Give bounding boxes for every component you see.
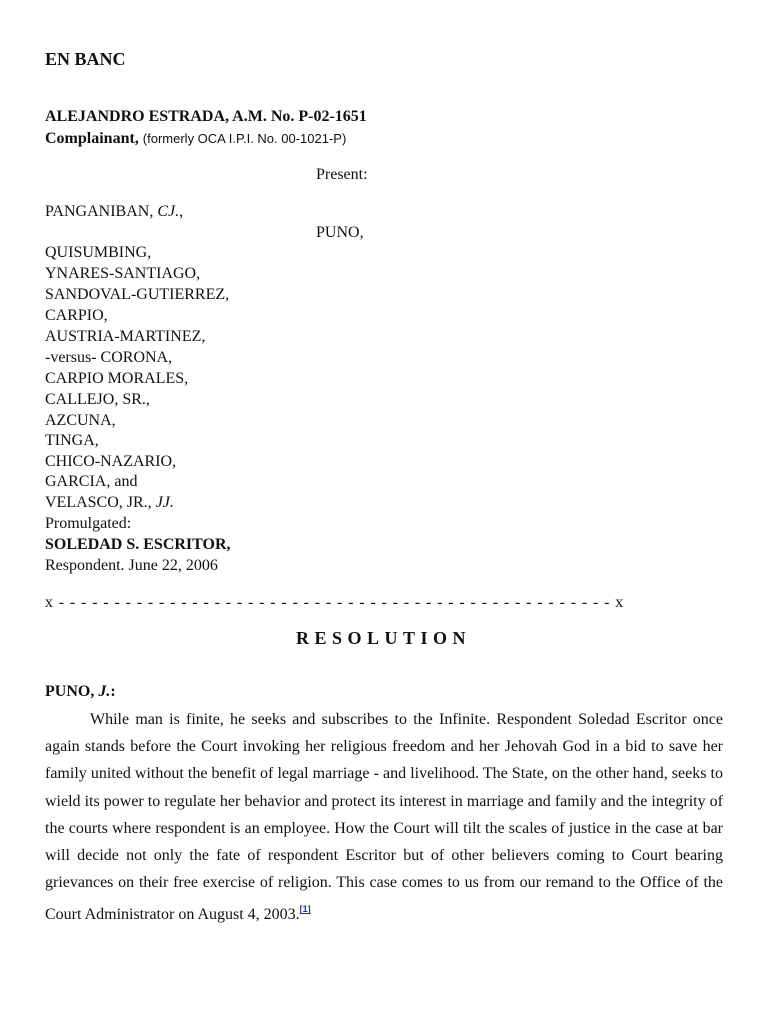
respondent-line: Respondent. June 22, 2006 — [45, 557, 218, 574]
body-paragraph — [45, 706, 723, 929]
justice-last-name: VELASCO, JR., — [45, 494, 152, 511]
justice-item-versus: -versus- CORONA, — [45, 349, 173, 366]
justice-item: CHICO-NAZARIO, — [45, 453, 177, 470]
justice-item: AZCUNA, — [45, 412, 116, 429]
justice-item: CALLEJO, SR., — [45, 391, 150, 408]
justice-item: QUISUMBING, — [45, 244, 152, 261]
promulgated-label: Promulgated: — [45, 515, 132, 532]
complainant-label-line — [45, 129, 346, 149]
justice-item: CARPIO MORALES, — [45, 370, 189, 387]
justice-chief — [45, 202, 183, 222]
ponente-name: PUNO, — [45, 683, 95, 700]
body-paragraph-text: While man is finite, he seeks and subscribes to the Infinite. Respondent Soledad Escritor once again stands before the Court invoking her religious freedom and her Jehovah God in a bid to save her family united without the benefit of legal marriage - and livelihood. The State, on the other hand, seeks to wield its power to regulate her behavior and protect its interest in marriage and family and the integrity of the courts where respondent is an employee. How the Court will tilt the scales of justice in the case at bar will decide not only the fate of respondent Escritor but of other believers coming to Court bearing grievances on their free exercise of religion. This case comes to us from our remand to the Office of the Court Administrator on August 4, 2003. — [45, 711, 723, 924]
complainant-line — [45, 107, 367, 127]
justice-puno: PUNO, — [316, 224, 364, 241]
justice-item: GARCIA, and — [45, 473, 138, 490]
justice-item: AUSTRIA-MARTINEZ, — [45, 328, 206, 345]
justice-item: YNARES-SANTIAGO, — [45, 265, 201, 282]
former-case-number: (formerly OCA I.P.I. No. 00-1021-P) — [142, 131, 347, 146]
justice-chief-suffix: , — [179, 203, 184, 220]
present-label: Present: — [316, 166, 368, 183]
case-number: A.M. No. P-02-1651 — [232, 108, 367, 125]
ponente-line — [45, 682, 116, 702]
ponente-title: J. — [98, 683, 111, 700]
justice-chief-name: PANGANIBAN, — [45, 203, 154, 220]
justice-item: TINGA, — [45, 432, 99, 449]
justice-item: SANDOVAL-GUTIERREZ, — [45, 286, 230, 303]
division-heading: EN BANC — [45, 49, 126, 69]
justice-last-title: JJ. — [155, 494, 174, 511]
justice-chief-title: CJ. — [157, 203, 180, 220]
respondent-name: SOLEDAD S. ESCRITOR, — [45, 536, 231, 553]
footnote-link[interactable]: [1] — [299, 904, 311, 915]
resolution-body — [45, 706, 723, 929]
complainant-name: ALEJANDRO ESTRADA, — [45, 108, 230, 125]
complainant-label: Complainant, — [45, 130, 139, 147]
ponente-suffix: : — [110, 683, 116, 700]
section-divider: x - - - - - - - - - - - - - - - - - - - - - - - - - - - - - - - - - - - - - - - - - - - - - - - - - - x — [45, 594, 625, 611]
justice-item: CARPIO, — [45, 307, 108, 324]
justice-last — [45, 493, 174, 513]
resolution-title: RESOLUTION — [296, 628, 472, 648]
